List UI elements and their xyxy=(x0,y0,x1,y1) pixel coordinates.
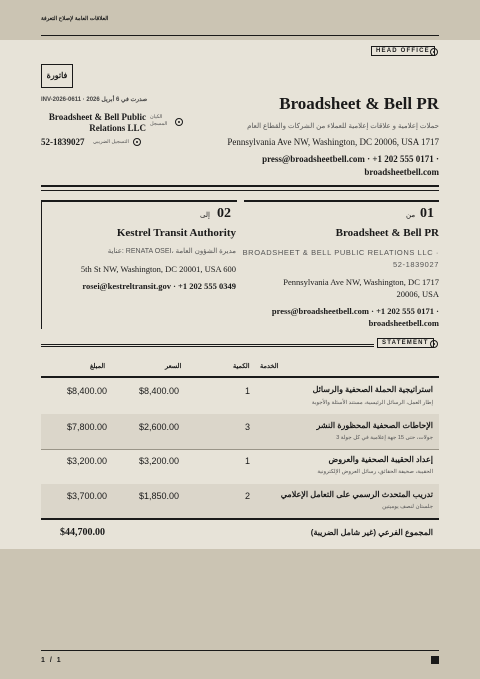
footer-rule xyxy=(41,650,439,651)
row-title: استراتيجية الحملة الصحفية والرسائل xyxy=(312,385,433,394)
invoice-meta: INV-2026-0611 · صدرت في 6 أبريل 2026 xyxy=(41,97,148,103)
company-address: Pennsylvania Ave NW, Washington, DC 20006, USA 1717 xyxy=(227,137,439,147)
from-address-line2: 20006, USA xyxy=(396,289,439,299)
row-desc: جلستان لنصف يوميتين xyxy=(382,504,433,510)
tax-label: التسجيل الضريبي xyxy=(93,139,129,145)
from-label: من xyxy=(406,212,416,219)
company-contact-line1: press@broadsheetbell.com · +1 202 555 0171 · xyxy=(262,154,439,164)
company-contact xyxy=(262,153,439,179)
row-amount: $7,800.00 xyxy=(67,422,108,432)
to-number: 02 xyxy=(217,206,231,221)
table-row xyxy=(41,484,439,518)
row-qty: 2 xyxy=(245,491,251,501)
company-name: Broadsheet & Bell PR xyxy=(279,94,439,113)
statement-rule-1 xyxy=(41,344,374,345)
row-amount: $8,400.00 xyxy=(67,386,108,396)
head-office-badge: HEAD OFFICE xyxy=(371,46,435,56)
row-desc: 3 جولات، حتى 15 جهة إعلامية في كل جولة xyxy=(336,435,433,441)
top-bar xyxy=(0,0,480,40)
to-contact: rosei@kestreltransit.gov · +1 202 555 0349 xyxy=(82,281,236,291)
from-contact xyxy=(272,305,439,329)
footer-square-icon xyxy=(431,656,439,664)
row-price: $1,850.00 xyxy=(139,491,180,501)
from-legal xyxy=(243,247,439,271)
row-desc: إطار العمل، الرسائل الرئيسية، مستند الأسئلة والأجوبة xyxy=(311,400,433,406)
entity-name-line2: Relations LLC xyxy=(89,123,146,133)
tax-id: 52-1839027 xyxy=(41,137,85,147)
subtotal-value: $44,700.00 xyxy=(60,527,105,538)
subtotal-rule xyxy=(41,518,439,520)
tax-icon xyxy=(133,138,141,146)
row-title: إعداد الحقيبة الصحفية والعروض xyxy=(328,455,433,464)
row-desc: الحقيبة، صحيفة الحقائق، رسائل العروض الإلكترونية xyxy=(317,469,433,475)
row-price: $8,400.00 xyxy=(139,386,180,396)
from-name: Broadsheet & Bell PR xyxy=(335,227,439,239)
th-amount: المبلغ xyxy=(90,363,106,370)
from-address xyxy=(283,276,439,300)
row-title: تدريب المتحدث الرسمي على التعامل الإعلامي xyxy=(280,490,433,499)
row-price: $2,600.00 xyxy=(139,422,180,432)
entity-icon xyxy=(175,118,183,126)
invoice-title-box: فاتورة xyxy=(41,64,73,88)
top-brandline: العلاقات العامة لإصلاح التعرفة xyxy=(41,16,109,22)
from-address-line1: Pennsylvania Ave NW, Washington, DC 1717 xyxy=(283,277,439,287)
entity-name-line1: Broadsheet & Bell Public xyxy=(48,112,146,122)
entity-name xyxy=(41,112,146,134)
table-row xyxy=(41,378,439,415)
from-legal-line1: BROADSHEET & BELL PUBLIC RELATIONS LLC · xyxy=(242,248,439,257)
company-tagline: حملات إعلامية و علاقات إعلامية للعملاء من الشركات والقطاع العام xyxy=(247,123,439,130)
to-label: إلى xyxy=(200,212,210,219)
to-name: Kestrel Transit Authority xyxy=(116,227,236,239)
gear-icon xyxy=(430,48,438,56)
statement-icon xyxy=(430,340,438,348)
to-address: 5th St NW, Washington, DC 20001, USA 600 xyxy=(80,264,236,274)
company-contact-line2: broadsheetbell.com xyxy=(364,167,439,177)
from-legal-line2: 52-1839027 xyxy=(392,260,439,269)
table-row xyxy=(41,449,439,485)
entity-label: الكيان المسجل xyxy=(150,114,168,127)
th-qty: الكمية xyxy=(233,363,250,370)
row-qty: 1 xyxy=(245,456,251,466)
row-title: الإحاطات الصحفية المحظورة النشر xyxy=(316,421,433,430)
row-price: $3,200.00 xyxy=(139,456,180,466)
row-qty: 3 xyxy=(245,422,251,432)
invoice-sheet xyxy=(0,40,480,549)
th-price: السعر xyxy=(165,363,182,370)
from-contact-line1: press@broadsheetbell.com · +1 202 555 0171 · xyxy=(271,306,439,316)
subtotal-label: المجموع الفرعي (غير شامل الضريبة) xyxy=(310,528,433,537)
statement-rule-2 xyxy=(41,346,374,347)
row-amount: $3,200.00 xyxy=(67,456,108,466)
to-attn: عناية: RENATA OSEI، مديرة الشؤون العامة xyxy=(107,248,236,255)
statement-badge: STATEMENT xyxy=(377,338,434,348)
page-indicator: 1 / 1 xyxy=(41,657,61,664)
top-rule xyxy=(41,35,439,36)
row-amount: $3,700.00 xyxy=(67,491,108,501)
divider-rule-1 xyxy=(41,185,439,187)
from-number: 01 xyxy=(420,206,434,221)
table-row xyxy=(41,414,439,450)
footer xyxy=(0,549,480,679)
divider-rule-2 xyxy=(41,190,439,191)
from-contact-line2: broadsheetbell.com xyxy=(368,318,439,328)
th-service: الخدمة xyxy=(260,363,279,370)
row-qty: 1 xyxy=(245,386,251,396)
